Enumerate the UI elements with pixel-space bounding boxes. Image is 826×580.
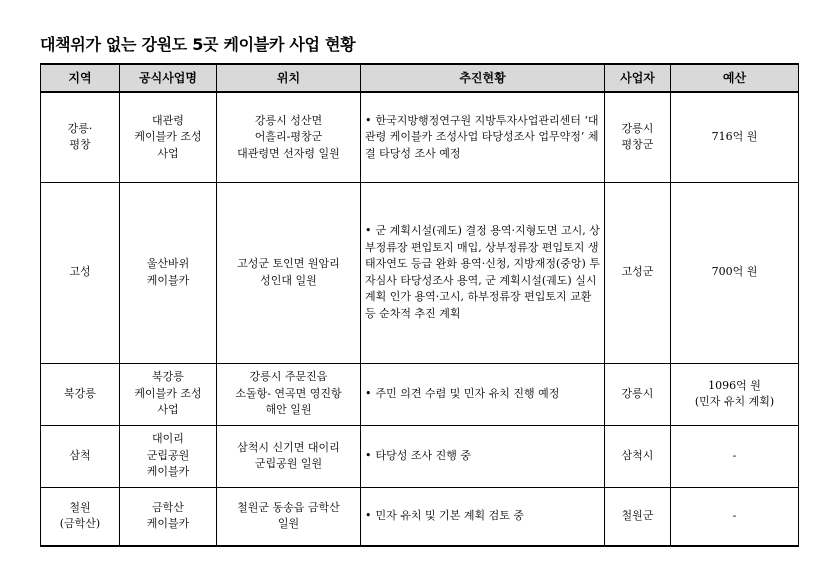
bullet-marker: • [365,113,372,127]
page-title: 대책위가 없는 강원도 5곳 케이블카 사업 현황 [40,35,356,54]
cell-location: 강릉시 성산면 어흘리-평창군 대관령면 선자령 일원 [217,92,361,182]
cell-operator: 고성군 [605,182,671,363]
cell-operator: 강릉시 [605,363,671,425]
cell-region: 고성 [41,182,120,363]
cell-region: 강릉· 평창 [41,92,120,182]
table-row [41,92,799,182]
cell-progress: • 타당성 조사 진행 중 [361,425,605,487]
cell-project: 북강릉 케이블카 조성 사업 [120,363,217,425]
cell-progress: • 민자 유치 및 기본 계획 검토 중 [361,487,605,546]
header-region: 지역 [41,64,120,92]
table-header-row [41,64,799,92]
header-location: 위치 [217,64,361,92]
project-status-table [40,63,799,547]
bullet-marker: • [365,224,372,237]
bullet-marker: • [365,448,372,462]
table-row [41,487,799,546]
header-operator: 사업자 [605,64,671,92]
bullet-marker: • [365,509,372,522]
cell-project: 금학산 케이블카 [120,487,217,546]
cell-region: 삼척 [41,425,120,487]
table-row [41,182,799,363]
header-project: 공식사업명 [120,64,217,92]
cell-project: 울산바위 케이블카 [120,182,217,363]
cell-region: 철원 (금학산) [41,487,120,546]
cell-progress: • 군 계획시설(궤도) 결정 용역·지형도면 고시, 상부정류장 편입토지 매입, 상부정류장 편입토지 생태자연도 등급 완화 용역·신청, 지방재정(중앙) 투자심사 타당성조사 용역, 군 계획시설(궤도) 실시계획 인가 용역·고시, 하부정류장 편입토지 교환 등 순차적 추진 계획 [361,182,605,363]
cell-budget: - [671,487,799,546]
cell-budget: 700억 원 [671,182,799,363]
cell-location: 강릉시 주문진읍 소돌항- 연곡면 영진항 해안 일원 [217,363,361,425]
table-row [41,425,799,487]
cell-location: 철원군 동송읍 금학산 일원 [217,487,361,546]
cell-budget: 1096억 원 (민자 유치 계획) [671,363,799,425]
cell-operator: 철원군 [605,487,671,546]
header-progress: 추진현황 [361,64,605,92]
cell-budget: 716억 원 [671,92,799,182]
table-row [41,363,799,425]
cell-operator: 삼척시 [605,425,671,487]
cell-location: 고성군 토인면 원암리 성인대 일원 [217,182,361,363]
cell-project: 대이리 군립공원 케이블카 [120,425,217,487]
cell-region: 북강릉 [41,363,120,425]
bullet-marker: • [365,386,372,400]
cell-project: 대관령 케이블카 조성 사업 [120,92,217,182]
cell-progress: • 주민 의견 수렴 및 민자 유치 진행 예정 [361,363,605,425]
header-budget: 예산 [671,64,799,92]
cell-progress: • 한국지방행정연구원 지방투자사업관리센터 ‘대관령 케이블카 조성사업 타당성조사 업무약정’ 체결 타당성 조사 예정 [361,92,605,182]
cell-location: 삼척시 신기면 대이리 군립공원 일원 [217,425,361,487]
cell-operator: 강릉시 평창군 [605,92,671,182]
cell-budget: - [671,425,799,487]
